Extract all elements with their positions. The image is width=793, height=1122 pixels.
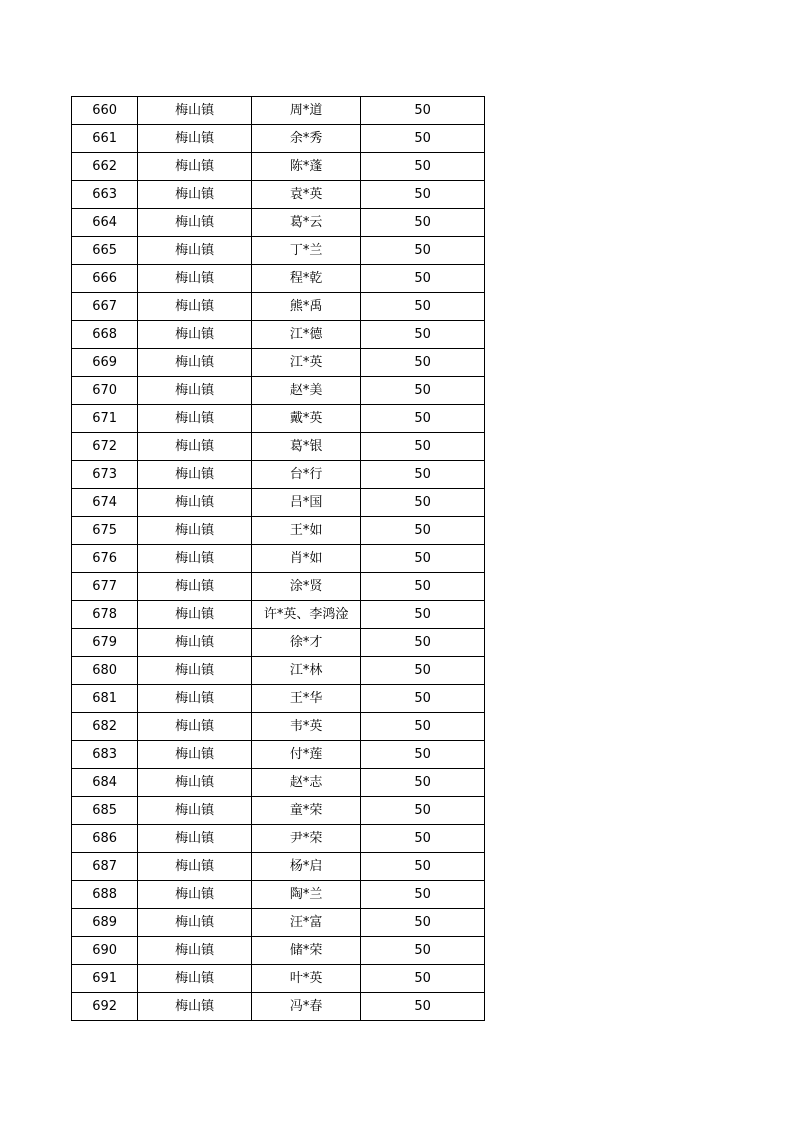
person-name-cell: 汪*富 (251, 909, 361, 937)
town-cell: 梅山镇 (138, 97, 252, 125)
person-name-cell: 江*英 (251, 349, 361, 377)
row-number-cell: 679 (72, 629, 138, 657)
row-number-cell: 673 (72, 461, 138, 489)
person-name-cell: 许*英、李鸿淦 (251, 601, 361, 629)
table-row (72, 881, 485, 909)
town-cell: 梅山镇 (138, 993, 252, 1021)
person-name-cell: 葛*银 (251, 433, 361, 461)
town-cell: 梅山镇 (138, 405, 252, 433)
table-row (72, 517, 485, 545)
row-number-cell: 687 (72, 853, 138, 881)
table-row (72, 545, 485, 573)
row-number-cell: 668 (72, 321, 138, 349)
town-cell: 梅山镇 (138, 293, 252, 321)
amount-cell: 50 (361, 377, 485, 405)
table-row (72, 629, 485, 657)
row-number-cell: 676 (72, 545, 138, 573)
table-row (72, 265, 485, 293)
person-name-cell: 肖*如 (251, 545, 361, 573)
person-name-cell: 丁*兰 (251, 237, 361, 265)
row-number-cell: 680 (72, 657, 138, 685)
row-number-cell: 689 (72, 909, 138, 937)
town-cell: 梅山镇 (138, 349, 252, 377)
town-cell: 梅山镇 (138, 881, 252, 909)
town-cell: 梅山镇 (138, 825, 252, 853)
amount-cell: 50 (361, 181, 485, 209)
table-row (72, 685, 485, 713)
amount-cell: 50 (361, 209, 485, 237)
row-number-cell: 667 (72, 293, 138, 321)
person-name-cell: 程*乾 (251, 265, 361, 293)
table-row (72, 405, 485, 433)
amount-cell: 50 (361, 237, 485, 265)
amount-cell: 50 (361, 601, 485, 629)
row-number-cell: 678 (72, 601, 138, 629)
town-cell: 梅山镇 (138, 657, 252, 685)
amount-cell: 50 (361, 993, 485, 1021)
amount-cell: 50 (361, 125, 485, 153)
person-name-cell: 陶*兰 (251, 881, 361, 909)
row-number-cell: 688 (72, 881, 138, 909)
amount-cell: 50 (361, 461, 485, 489)
table-row (72, 97, 485, 125)
row-number-cell: 674 (72, 489, 138, 517)
town-cell: 梅山镇 (138, 125, 252, 153)
table-row (72, 153, 485, 181)
row-number-cell: 662 (72, 153, 138, 181)
row-number-cell: 661 (72, 125, 138, 153)
person-name-cell: 台*行 (251, 461, 361, 489)
person-name-cell: 徐*才 (251, 629, 361, 657)
amount-cell: 50 (361, 853, 485, 881)
row-number-cell: 672 (72, 433, 138, 461)
person-name-cell: 周*道 (251, 97, 361, 125)
row-number-cell: 675 (72, 517, 138, 545)
amount-cell: 50 (361, 909, 485, 937)
amount-cell: 50 (361, 741, 485, 769)
table-row (72, 657, 485, 685)
row-number-cell: 683 (72, 741, 138, 769)
row-number-cell: 685 (72, 797, 138, 825)
town-cell: 梅山镇 (138, 909, 252, 937)
table-row (72, 909, 485, 937)
amount-cell: 50 (361, 797, 485, 825)
person-name-cell: 赵*美 (251, 377, 361, 405)
person-name-cell: 储*荣 (251, 937, 361, 965)
table-row (72, 741, 485, 769)
row-number-cell: 682 (72, 713, 138, 741)
table-row (72, 181, 485, 209)
table-row (72, 293, 485, 321)
town-cell: 梅山镇 (138, 237, 252, 265)
amount-cell: 50 (361, 685, 485, 713)
person-name-cell: 涂*贤 (251, 573, 361, 601)
amount-cell: 50 (361, 965, 485, 993)
amount-cell: 50 (361, 405, 485, 433)
person-name-cell: 童*荣 (251, 797, 361, 825)
row-number-cell: 670 (72, 377, 138, 405)
person-name-cell: 葛*云 (251, 209, 361, 237)
town-cell: 梅山镇 (138, 685, 252, 713)
amount-cell: 50 (361, 629, 485, 657)
amount-cell: 50 (361, 97, 485, 125)
table-row (72, 601, 485, 629)
table-row (72, 797, 485, 825)
row-number-cell: 692 (72, 993, 138, 1021)
row-number-cell: 665 (72, 237, 138, 265)
town-cell: 梅山镇 (138, 601, 252, 629)
table-row (72, 433, 485, 461)
person-name-cell: 王*如 (251, 517, 361, 545)
amount-cell: 50 (361, 573, 485, 601)
row-number-cell: 666 (72, 265, 138, 293)
row-number-cell: 684 (72, 769, 138, 797)
amount-cell: 50 (361, 769, 485, 797)
town-cell: 梅山镇 (138, 321, 252, 349)
amount-cell: 50 (361, 489, 485, 517)
amount-cell: 50 (361, 293, 485, 321)
table-row (72, 125, 485, 153)
town-cell: 梅山镇 (138, 629, 252, 657)
row-number-cell: 681 (72, 685, 138, 713)
table-row (72, 853, 485, 881)
amount-cell: 50 (361, 937, 485, 965)
table-row (72, 937, 485, 965)
table-row (72, 993, 485, 1021)
roster-table (71, 96, 485, 1021)
town-cell: 梅山镇 (138, 573, 252, 601)
person-name-cell: 王*华 (251, 685, 361, 713)
person-name-cell: 陈*蓬 (251, 153, 361, 181)
person-name-cell: 吕*国 (251, 489, 361, 517)
roster-table-body (72, 97, 485, 1021)
town-cell: 梅山镇 (138, 461, 252, 489)
person-name-cell: 付*莲 (251, 741, 361, 769)
town-cell: 梅山镇 (138, 713, 252, 741)
person-name-cell: 熊*禹 (251, 293, 361, 321)
person-name-cell: 杨*启 (251, 853, 361, 881)
table-row (72, 321, 485, 349)
amount-cell: 50 (361, 545, 485, 573)
table-row (72, 349, 485, 377)
row-number-cell: 669 (72, 349, 138, 377)
town-cell: 梅山镇 (138, 545, 252, 573)
town-cell: 梅山镇 (138, 209, 252, 237)
town-cell: 梅山镇 (138, 181, 252, 209)
row-number-cell: 660 (72, 97, 138, 125)
amount-cell: 50 (361, 265, 485, 293)
table-row (72, 713, 485, 741)
amount-cell: 50 (361, 153, 485, 181)
person-name-cell: 袁*英 (251, 181, 361, 209)
town-cell: 梅山镇 (138, 741, 252, 769)
town-cell: 梅山镇 (138, 489, 252, 517)
row-number-cell: 663 (72, 181, 138, 209)
person-name-cell: 叶*英 (251, 965, 361, 993)
town-cell: 梅山镇 (138, 433, 252, 461)
amount-cell: 50 (361, 825, 485, 853)
amount-cell: 50 (361, 657, 485, 685)
table-row (72, 489, 485, 517)
person-name-cell: 戴*英 (251, 405, 361, 433)
person-name-cell: 江*林 (251, 657, 361, 685)
town-cell: 梅山镇 (138, 937, 252, 965)
table-row (72, 237, 485, 265)
amount-cell: 50 (361, 517, 485, 545)
town-cell: 梅山镇 (138, 853, 252, 881)
table-row (72, 965, 485, 993)
table-row (72, 377, 485, 405)
town-cell: 梅山镇 (138, 965, 252, 993)
town-cell: 梅山镇 (138, 517, 252, 545)
row-number-cell: 691 (72, 965, 138, 993)
amount-cell: 50 (361, 713, 485, 741)
town-cell: 梅山镇 (138, 265, 252, 293)
person-name-cell: 赵*志 (251, 769, 361, 797)
row-number-cell: 690 (72, 937, 138, 965)
person-name-cell: 尹*荣 (251, 825, 361, 853)
amount-cell: 50 (361, 349, 485, 377)
table-row (72, 573, 485, 601)
town-cell: 梅山镇 (138, 377, 252, 405)
town-cell: 梅山镇 (138, 153, 252, 181)
town-cell: 梅山镇 (138, 797, 252, 825)
table-row (72, 209, 485, 237)
amount-cell: 50 (361, 321, 485, 349)
amount-cell: 50 (361, 433, 485, 461)
person-name-cell: 韦*英 (251, 713, 361, 741)
town-cell: 梅山镇 (138, 769, 252, 797)
table-row (72, 769, 485, 797)
person-name-cell: 余*秀 (251, 125, 361, 153)
row-number-cell: 664 (72, 209, 138, 237)
row-number-cell: 671 (72, 405, 138, 433)
row-number-cell: 677 (72, 573, 138, 601)
table-row (72, 461, 485, 489)
row-number-cell: 686 (72, 825, 138, 853)
table-row (72, 825, 485, 853)
person-name-cell: 江*德 (251, 321, 361, 349)
person-name-cell: 冯*春 (251, 993, 361, 1021)
amount-cell: 50 (361, 881, 485, 909)
